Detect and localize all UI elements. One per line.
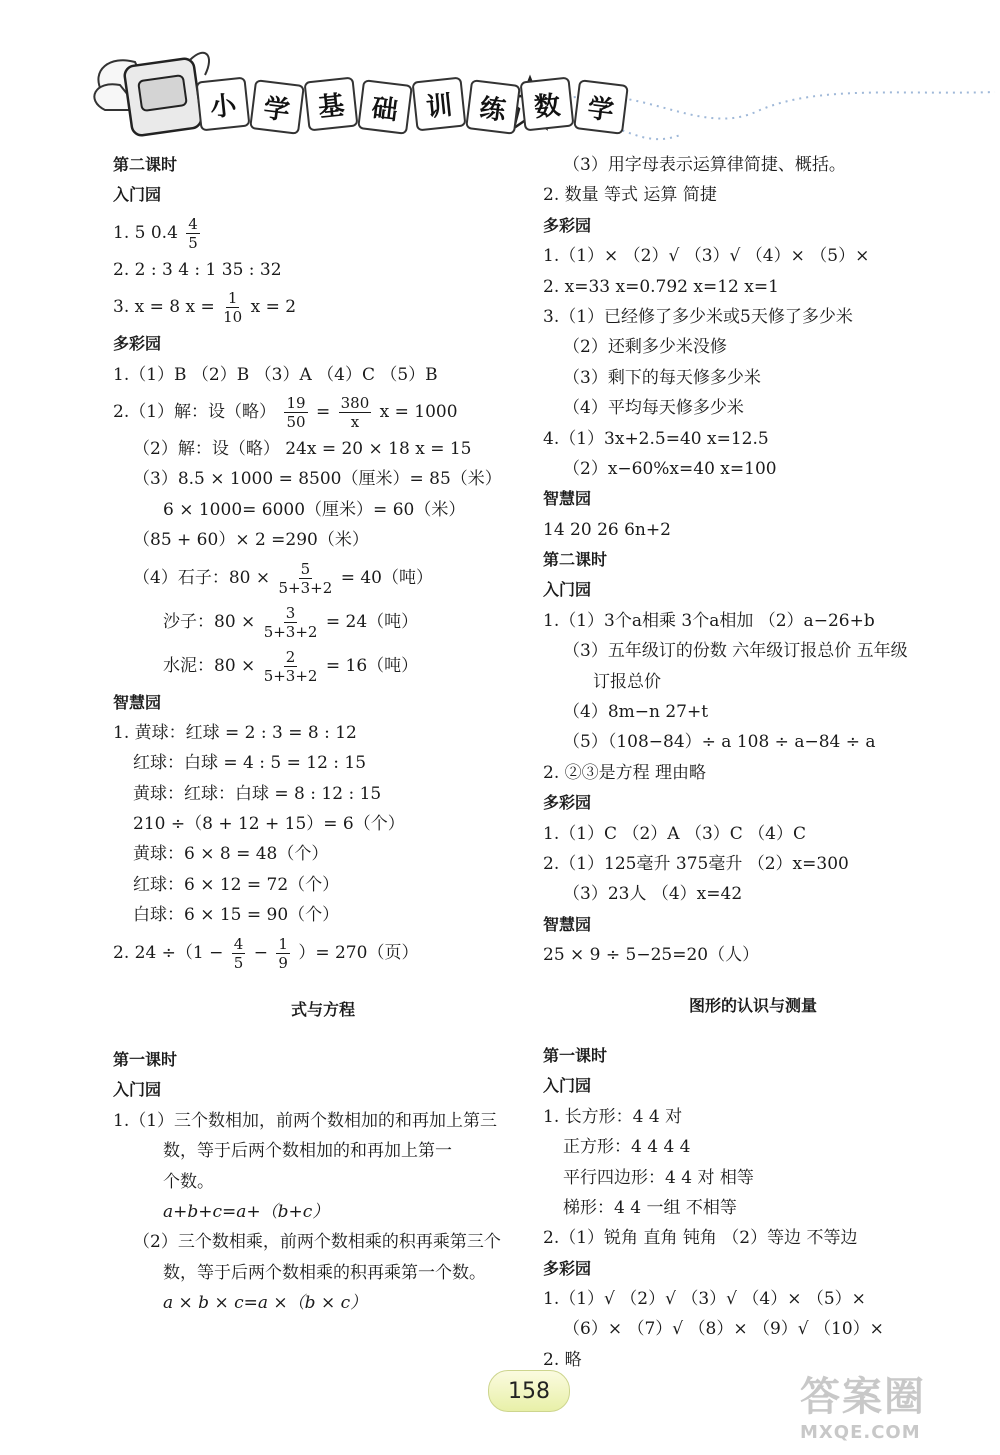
- answer-line: 2. 2 : 3 4 : 1 35 : 32: [113, 259, 282, 280]
- page-number: 158: [488, 1370, 570, 1412]
- answer-line: （5）（108−84）÷ a 108 ÷ a−84 ÷ a: [563, 732, 876, 753]
- answer-line: 黄球：6 × 8 = 48（个）: [133, 844, 329, 865]
- answer-line: 2.（1）125毫升 375毫升 （2）x=300: [543, 853, 849, 874]
- answer-line: 数，等于后两个数相加的和再加上第一: [163, 1141, 452, 1162]
- answer-line: 6 × 1000= 6000（厘米）= 60（米）: [163, 499, 466, 520]
- subsection-heading: 入门园: [113, 1080, 162, 1100]
- subsection-heading: 入门园: [543, 580, 592, 600]
- answer-line: 1.（1）C （2）A （3）C （4）C: [543, 823, 806, 844]
- answer-line: 1. 5 0.4 $\frac{4}{5}$: [113, 214, 198, 252]
- fraction: $\frac{3}{5+3+2}$: [263, 603, 318, 641]
- answer-line: 3.（1）已经修了多少米或5天修了多少米: [543, 306, 853, 327]
- subsection-heading: 多彩园: [543, 215, 592, 235]
- watermark-url: MXQE.COM: [800, 1422, 921, 1443]
- answer-line: （4）8m−n 27+t: [563, 702, 709, 723]
- answer-line: 梯形：4 4 一组 不相等: [563, 1197, 737, 1218]
- answer-line: 1. 黄球：红球 = 2 : 3 = 8 : 12: [113, 722, 357, 743]
- title-tile: 基: [304, 77, 359, 132]
- subsection-heading: 智慧园: [113, 692, 162, 712]
- answer-line: 14 20 26 6n+2: [543, 519, 671, 540]
- answer-line: 1.（1）三个数相加，前两个数相加的和再加上第三: [113, 1110, 498, 1131]
- answer-line: a+b+c=a+（b+c）: [163, 1201, 330, 1222]
- title-tile: 础: [357, 79, 413, 135]
- section-title: 图形的认识与测量: [688, 995, 817, 1015]
- answer-line: 白球：6 × 15 = 90（个）: [133, 905, 340, 926]
- answer-line: （6）× （7）√ （8）× （9）√ （10）×: [563, 1319, 884, 1340]
- answer-line: 2. 略: [543, 1349, 582, 1370]
- answer-line: a × b × c=a ×（b × c）: [163, 1293, 368, 1314]
- banner-title: [198, 78, 630, 130]
- answer-line: 红球：白球 = 4 : 5 = 12 : 15: [133, 753, 367, 774]
- answer-line: （3）用字母表示运算律简捷、概括。: [563, 155, 846, 175]
- spacer: [113, 975, 533, 995]
- title-tile: 训: [412, 77, 467, 132]
- answer-line: 黄球：红球：白球 = 8 : 12 : 15: [133, 783, 382, 804]
- spacer: [543, 971, 963, 991]
- left-column: [113, 150, 533, 1319]
- answer-line: 沙子：80 × $\frac{3}{5+3+2}$ = 24（吨）: [163, 603, 419, 641]
- subsection-heading: 智慧园: [543, 914, 592, 934]
- subsection-heading: 入门园: [113, 185, 162, 205]
- answer-line: 平行四边形：4 4 对 相等: [563, 1167, 754, 1188]
- winged-bag-icon: [94, 53, 209, 137]
- answer-line: （3）五年级订的份数 六年级订报总价 五年级: [563, 641, 908, 662]
- answer-line: 1.（1）√ （2）√ （3）√ （4）× （5）×: [543, 1289, 866, 1310]
- answer-line: 个数。: [163, 1171, 214, 1192]
- answer-line: 红球：6 × 12 = 72（个）: [133, 874, 340, 895]
- answer-line: （2）x−60%x=40 x=100: [563, 458, 777, 479]
- lesson-heading: 第二课时: [113, 155, 178, 174]
- fraction: $\frac{1}{9}$: [278, 934, 288, 972]
- lesson-heading: 第二课时: [543, 550, 608, 570]
- answer-line: 3. x = 8 x = $\frac{1}{10}$ x = 2: [113, 289, 297, 327]
- title-tile: 数: [520, 77, 575, 132]
- subsection-heading: 多彩园: [543, 1258, 592, 1278]
- answer-line: 2. 数量 等式 运算 简捷: [543, 185, 717, 206]
- title-tile: 学: [573, 79, 629, 135]
- answer-line: 1.（1）3个a相乘 3个a相加 （2）a−26+b: [543, 610, 875, 631]
- spacer: [543, 1021, 963, 1041]
- answer-line: 正方形：4 4 4 4: [563, 1137, 691, 1158]
- answer-line: （3）剩下的每天修多少米: [563, 367, 761, 388]
- fraction: $\frac{19}{50}$: [286, 393, 306, 431]
- answer-line: 210 ÷（8 + 12 + 15）= 6（个）: [133, 814, 405, 835]
- watermark-text: 答案圈: [800, 1374, 926, 1420]
- header-banner: [0, 0, 1000, 150]
- answer-line: 2. 24 ÷（1 − $\frac{4}{5}$ − $\frac{1}{9}$ ）= 270（页）: [113, 934, 419, 972]
- spacer: [113, 1025, 533, 1045]
- answer-line: （4）石子：80 × $\frac{5}{5+3+2}$ = 40（吨）: [133, 559, 433, 597]
- answer-line: 25 × 9 ÷ 5−25=20（人）: [543, 945, 760, 966]
- lesson-heading: 第一课时: [543, 1045, 608, 1065]
- title-tile: 小: [196, 77, 251, 132]
- section-title: 式与方程: [290, 999, 355, 1019]
- answer-line: 2. ②③是方程 理由略: [543, 762, 707, 783]
- subsection-heading: 入门园: [543, 1076, 592, 1096]
- subsection-heading: 智慧园: [543, 489, 592, 509]
- watermark-logo: [800, 1365, 990, 1450]
- fraction: $\frac{4}{5}$: [233, 934, 244, 972]
- answer-line: （3）23人 （4）x=42: [563, 884, 743, 905]
- subsection-heading: 多彩园: [543, 793, 592, 813]
- fraction: $\frac{4}{5}$: [188, 214, 198, 252]
- answer-line: （2）三个数相乘，前两个数相乘的积再乘第三个: [133, 1232, 501, 1253]
- answer-line: 2. x=33 x=0.792 x=12 x=1: [543, 276, 779, 297]
- answer-line: 2.（1）解：设（略） $\frac{19}{50}$ = $\frac{380}{x}$ x = 1000: [113, 393, 458, 431]
- title-tile: 学: [249, 79, 305, 135]
- title-tile: 练: [465, 79, 521, 135]
- answer-line: （3）8.5 × 1000 = 8500（厘米）= 85（米）: [133, 469, 502, 490]
- fraction: $\frac{1}{10}$: [223, 289, 243, 327]
- answer-line: （85 + 60）× 2 =290（米）: [133, 530, 369, 551]
- fraction: $\frac{2}{5+3+2}$: [263, 647, 318, 685]
- right-column: [543, 150, 963, 1375]
- answer-line: 4.（1）3x+2.5=40 x=12.5: [543, 428, 769, 449]
- lesson-heading: 第一课时: [113, 1050, 178, 1070]
- answer-line: 数，等于后两个数相乘的积再乘第一个数。: [163, 1262, 486, 1283]
- answer-line: 1.（1）B （2）B （3）A （4）C （5）B: [113, 364, 438, 385]
- answer-line: （2）解：设（略） 24x = 20 × 18 x = 15: [133, 438, 472, 459]
- fraction: $\frac{380}{x}$: [340, 393, 370, 431]
- answer-line: 2.（1）锐角 直角 钝角 （2）等边 不等边: [543, 1228, 858, 1249]
- answer-line: （2）还剩多少米没修: [563, 337, 727, 358]
- answer-line: 1. 长方形：4 4 对: [543, 1106, 683, 1127]
- answer-line: 订报总价: [593, 671, 661, 692]
- answer-line: （4）平均每天修多少米: [563, 398, 744, 419]
- answer-line: 水泥：80 × $\frac{2}{5+3+2}$ = 16（吨）: [163, 647, 419, 685]
- fraction: $\frac{5}{5+3+2}$: [278, 559, 333, 597]
- subsection-heading: 多彩园: [113, 334, 162, 354]
- answer-line: 1.（1）× （2）√ （3）√ （4）× （5）×: [543, 246, 870, 267]
